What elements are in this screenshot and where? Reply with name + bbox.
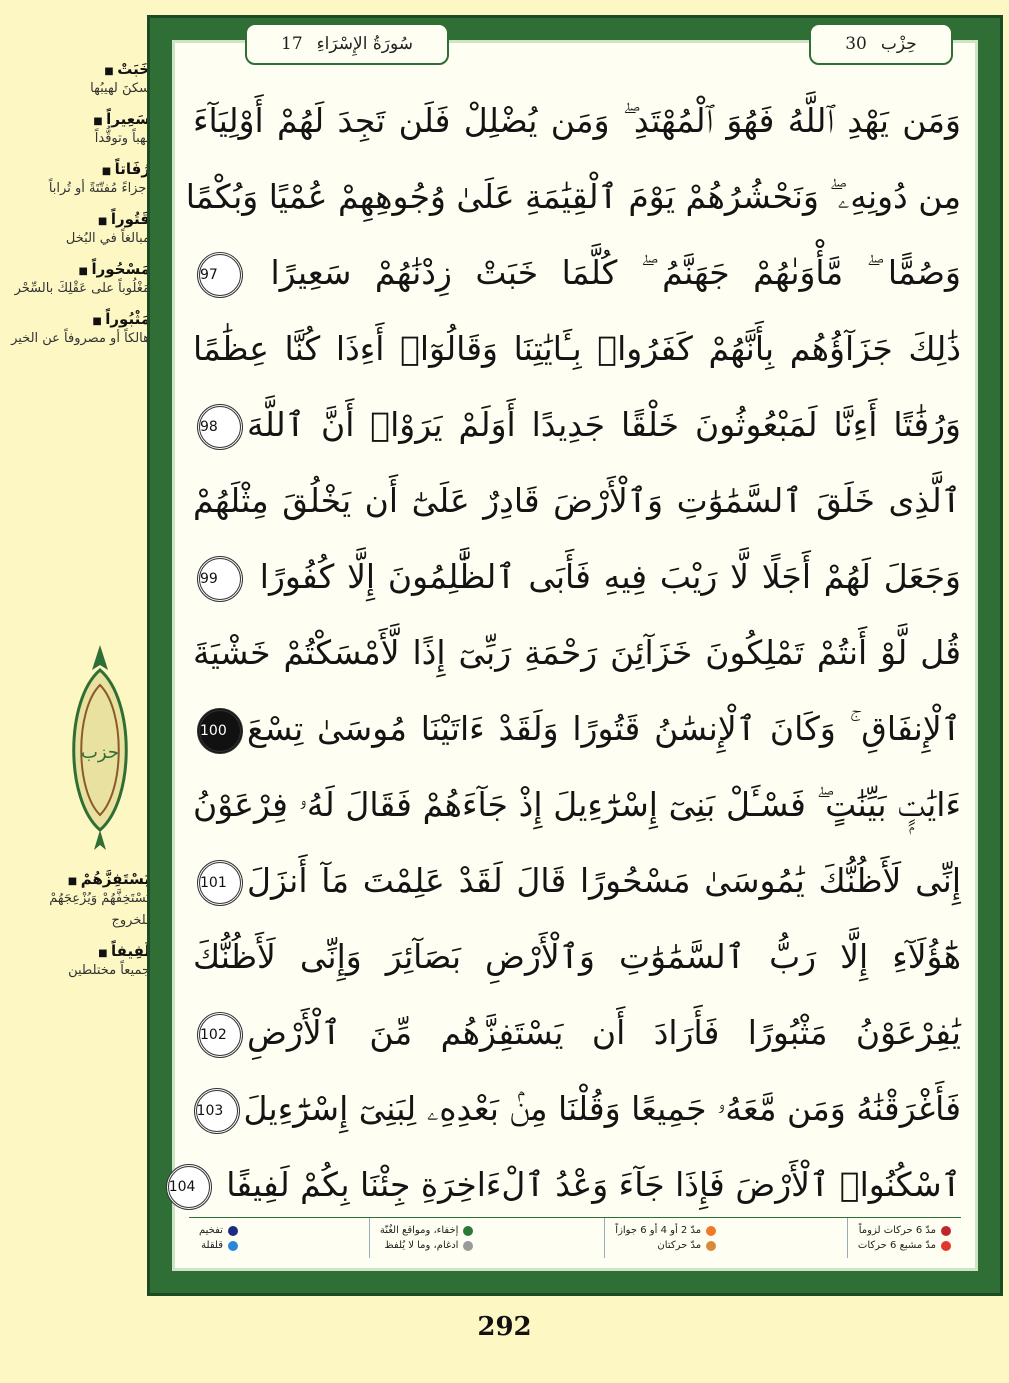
hizb-number: 30 — [845, 34, 867, 54]
color-dot-icon — [463, 1226, 473, 1236]
verse-number-marker: 99 — [197, 556, 243, 602]
gloss-definition: جميعاً مختلطين — [68, 963, 150, 978]
verse-line: قُل لَّوْ أَنتُمْ تَمْلِكُونَ خَزَآئِنَ رَحْمَةِ رَبِّىٓ إِذًا لَّأَمْسَكْتُمْ خَشْيَةَ — [193, 633, 961, 672]
gloss-entry — [10, 210, 150, 250]
verse-number-marker: 100 — [197, 708, 243, 754]
color-dot-icon — [941, 1226, 951, 1236]
legend-column — [847, 1218, 961, 1258]
surah-header — [245, 23, 449, 65]
gloss-entry — [10, 110, 150, 150]
gloss-word: سَعِيراً ■ — [10, 110, 150, 128]
verse-number-marker: 103 — [194, 1088, 240, 1134]
legend-column — [604, 1218, 726, 1258]
tajweed-legend — [189, 1217, 961, 1258]
hizb-ornament-icon — [60, 640, 140, 860]
legend-item: قلقلة — [199, 1240, 238, 1251]
verse-line: هَٰٓؤُلَآءِ إِلَّا رَبُّ ٱلسَّمَٰوَٰتِ وَٱلْأَرْضِ بَصَآئِرَ وَإِنِّى لَأَظُنُّكَ — [193, 937, 961, 976]
color-dot-icon — [706, 1226, 716, 1236]
legend-column — [369, 1218, 484, 1258]
verse-line: إِنِّى لَأَظُنُّكَ يَٰمُوسَىٰ مَسْحُورًا قَالَ لَقَدْ عَلِمْتَ مَآ أَنزَلَ101 — [193, 843, 961, 919]
gloss-word: يَسْتَفِزَّهُمْ ■ — [10, 870, 150, 888]
verse-line: فَأَغْرَقْنَٰهُ وَمَن مَّعَهُۥ جَمِيعًا وَقُلْنَا مِنۢ بَعْدِهِۦ لِبَنِىٓ إِسْرَٰٓءِيلَ103 — [193, 1071, 961, 1147]
surah-name: سُورَةُ الإِسْرَاءِ — [316, 34, 413, 54]
page-body — [168, 34, 978, 1271]
svg-text:حزب: حزب — [80, 742, 120, 763]
verse-number-marker: 101 — [197, 860, 243, 906]
gloss-definition: مبالغاً في البُخل — [65, 231, 150, 246]
gloss-definition: هالكاً أو مصروفاً عن الخير — [11, 331, 150, 346]
color-dot-icon — [228, 1241, 238, 1251]
gloss-definition: يَسْتَخِفَّهُمْ وَيُزْعِجَهُمْ للخروج — [49, 891, 150, 928]
hizb-header — [809, 23, 953, 65]
gloss-word: خَبَتْ ■ — [10, 60, 150, 78]
gloss-entry — [10, 60, 150, 100]
gloss-word: قَتُوراً ■ — [10, 210, 150, 228]
verse-line: ذَٰلِكَ جَزَآؤُهُم بِأَنَّهُمْ كَفَرُوا۟ بِـَٔايَٰتِنَا وَقَالُوٓا۟ أَءِذَا كُنَّا عِظَٰمًا — [193, 329, 961, 368]
gloss-entry — [10, 160, 150, 200]
surah-number: 17 — [281, 34, 303, 54]
verse-line: وَرُفَٰتًا أَءِنَّا لَمَبْعُوثُونَ خَلْقًا جَدِيدًا أَوَلَمْ يَرَوْا۟ أَنَّ ٱللَّهَ98 — [193, 387, 961, 463]
verse-block — [168, 83, 961, 1223]
margin-glossary — [10, 60, 150, 360]
verse-line: ٱلَّذِى خَلَقَ ٱلسَّمَٰوَٰتِ وَٱلْأَرْضَ قَادِرٌ عَلَىٰٓ أَن يَخْلُقَ مِثْلَهُمْ — [193, 481, 961, 520]
page-number: 292 — [477, 1312, 532, 1342]
verse-line: مِن دُونِهِۦ ۖ وَنَحْشُرُهُمْ يَوْمَ ٱلْقِيَٰمَةِ عَلَىٰ وُجُوهِهِمْ عُمْيًا وَبُكْمًا — [185, 177, 961, 216]
gloss-entry — [10, 942, 150, 982]
page-frame — [150, 18, 1000, 1293]
verse-line: ٱسْكُنُوا۟ ٱلْأَرْضَ فَإِذَا جَآءَ وَعْدُ ٱلْءَاخِرَةِ جِئْنَا بِكُمْ لَفِيفًا 104 — [193, 1147, 961, 1223]
legend-column — [189, 1218, 248, 1258]
verse-line: وَصُمًّا ۖ مَّأْوَىٰهُمْ جَهَنَّمُ ۖ كُلَّمَا خَبَتْ زِدْنَٰهُمْ سَعِيرًا 97 — [193, 235, 961, 311]
gloss-definition: أجزاءً مُفتّتَةً أو تُراباً — [48, 181, 150, 196]
color-dot-icon — [463, 1241, 473, 1251]
verse-line: ءَايَٰتٍۭ بَيِّنَٰتٍ ۖ فَسْـَٔلْ بَنِىٓ إِسْرَٰٓءِيلَ إِذْ جَآءَهُمْ فَقَالَ لَهُۥ فِرْعَوْنُ — [193, 785, 961, 824]
gloss-entry — [10, 310, 150, 350]
legend-item: ادغام، وما لا يُلفظ — [380, 1240, 474, 1251]
margin-glossary-2 — [10, 870, 150, 992]
gloss-definition: سكنَ لهيبُها — [90, 81, 150, 96]
verse-line: يَٰفِرْعَوْنُ مَثْبُورًا فَأَرَادَ أَن يَسْتَفِزَّهُم مِّنَ ٱلْأَرْضِ102 — [193, 995, 961, 1071]
legend-item: مدّ 2 أو 4 أو 6 جوازاً — [615, 1225, 716, 1236]
verse-number-marker: 98 — [197, 404, 243, 450]
verse-line: وَجَعَلَ لَهُمْ أَجَلًا لَّا رَيْبَ فِيهِ فَأَبَى ٱلظَّٰلِمُونَ إِلَّا كُفُورًا 99 — [193, 539, 961, 615]
color-dot-icon — [228, 1226, 238, 1236]
gloss-definition: لهباً وتوقُّداً — [94, 131, 150, 146]
verse-number-marker: 97 — [197, 252, 243, 298]
gloss-word: مَسْحُوراً ■ — [10, 260, 150, 278]
color-dot-icon — [706, 1241, 716, 1251]
legend-item: مدّ مشبع 6 حركات — [858, 1240, 951, 1251]
legend-item: تفخيم — [199, 1225, 238, 1236]
verse-number-marker: 104 — [166, 1164, 212, 1210]
gloss-word: لَفِيفاً ■ — [10, 942, 150, 960]
hizb-label: حِزْب — [880, 34, 917, 54]
verse-line: ٱلْإِنفَاقِ ۚ وَكَانَ ٱلْإِنسَٰنُ قَتُورًا وَلَقَدْ ءَاتَيْنَا مُوسَىٰ تِسْعَ100 — [193, 691, 961, 767]
verse-line: وَمَن يَهْدِ ٱللَّهُ فَهُوَ ٱلْمُهْتَدِ ۖ وَمَن يُضْلِلْ فَلَن تَجِدَ لَهُمْ أَوْلِيَآءَ — [193, 101, 961, 140]
gloss-entry — [10, 870, 150, 932]
gloss-entry — [10, 260, 150, 300]
gloss-word: مَثْبُوراً ■ — [10, 310, 150, 328]
gloss-word: رُفَاتاً ■ — [10, 160, 150, 178]
verse-number-marker: 102 — [197, 1012, 243, 1058]
legend-item: مدّ حركتان — [615, 1240, 716, 1251]
color-dot-icon — [941, 1241, 951, 1251]
legend-item: مدّ 6 حركات لزوماً — [858, 1225, 951, 1236]
gloss-definition: مَغْلُوباً على عَقْلِكَ بالسِّحْر — [14, 281, 150, 296]
legend-item: إخفاء، ومواقع الغُنّة — [380, 1225, 474, 1236]
